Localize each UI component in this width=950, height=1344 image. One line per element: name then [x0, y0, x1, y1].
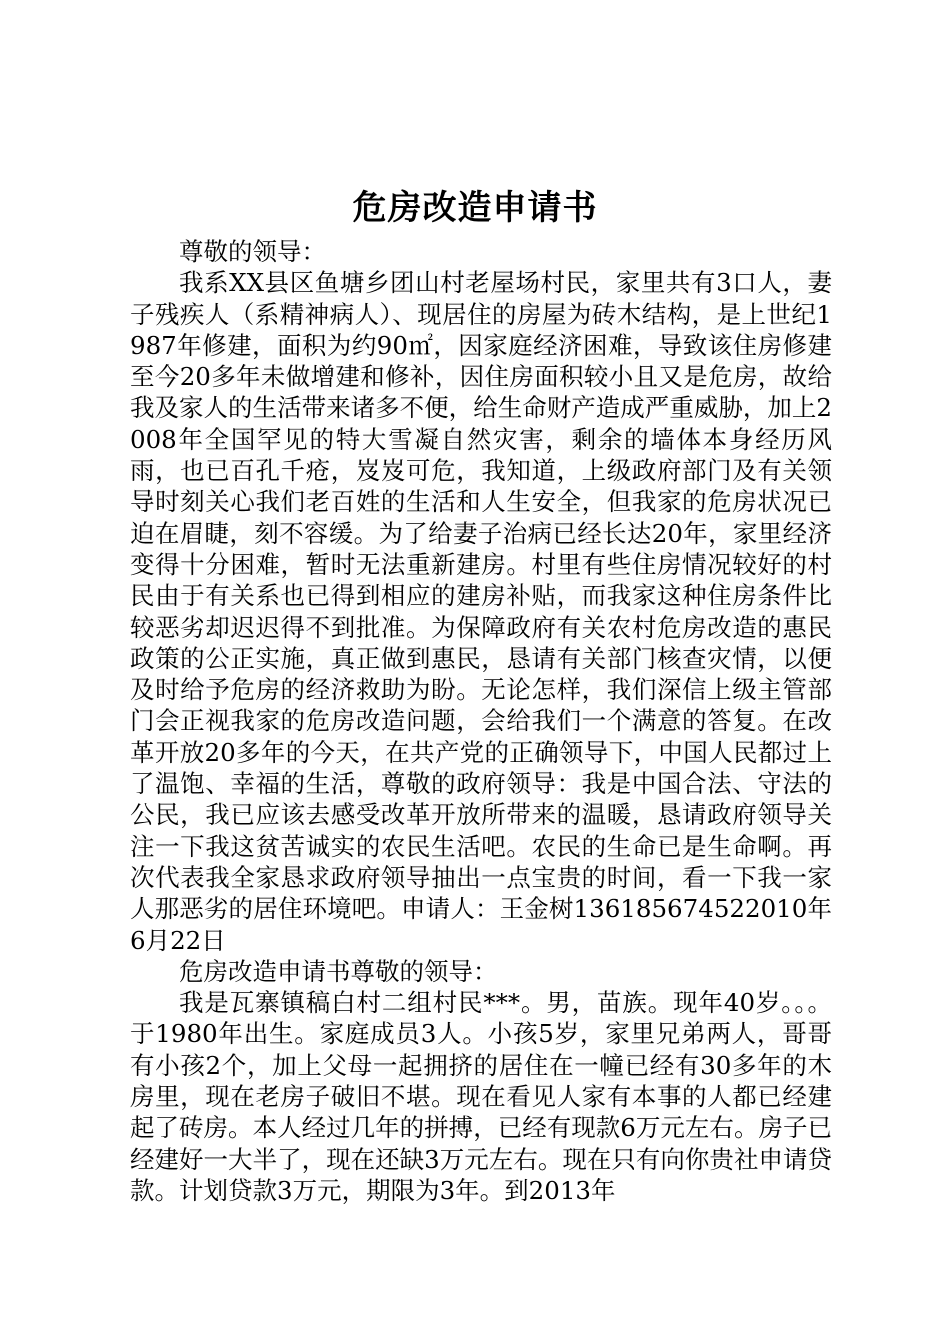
body-paragraph: 我系XX县区鱼塘乡团山村老屋场村民，家里共有3口人，妻子残疾人（系精神病人）、现居住的房屋为砖木结构，是上世纪1987年修建，面积为约90㎡，因家庭经济困难，导致该住房修建至今20多年未做增建和修补，因住房面积较小且又是危房，故给我及家人的生活带来诸多不便，给生命财产造成严重威胁，加上2008年全国罕见的特大雪凝自然灾害，剩余的墙体本身经历风雨，也已百孔千疮，岌岌可危，我知道，上级政府部门及有关领导时刻关心我们老百姓的生活和人生安全，但我家的危房状况已迫在眉睫，刻不容缓。为了给妻子治病已经长达20年，家里经济变得十分困难，暂时无法重新建房。村里有些住房情况较好的村民由于有关系也已得到相应的建房补贴，而我家这种住房条件比较恶劣却迟迟得不到批准。为保障政府有关农村危房改造的惠民政策的公正实施，真正做到惠民，恳请有关部门核查灾情，以便及时给予危房的经济救助为盼。无论怎样，我们深信上级主管部门会正视我家的危房改造问题，会给我们一个满意的答复。在改革开放20多年的今天，在共产党的正确领导下，中国人民都过上了温饱、幸福的生活，尊敬的政府领导：我是中国合法、守法的公民，我已应该去感受改革开放所带来的温暖，恳请政府领导关注一下我这贫苦诚实的农民生活吧。农民的生命已是生命啊。再次代表我全家恳求政府领导抽出一点宝贵的时间，看一下我一家人那恶劣的居住环境吧。申请人：王金树13618567452​2010年6月22日: [130, 268, 832, 955]
body-paragraph: 我是瓦寨镇稿白村二组村民***。男，苗族。现年40岁。。。于1980年出生。家庭成员3人。小孩5岁，家里兄弟两人，哥哥有小孩2个，加上父母一起拥挤的居住在一幢已经有30多年的木房里，现在老房子破旧不堪。现在看见人家有本事的人都已经建起了砖房。本人经过几年的拼搏，已经有现款6万元左右。房子已经建好一大半了，现在还缺3万元左右。现在只有向你贵社申请贷款。计划贷款3万元，期限为3年。到2013年: [130, 988, 832, 1205]
document-title: 危房改造申请书: [352, 188, 598, 228]
second-letter-heading: 危房改造申请书尊敬的领导：: [179, 956, 498, 986]
salutation: 尊敬的领导：: [179, 237, 326, 266]
document-body: [130, 236, 832, 1206]
